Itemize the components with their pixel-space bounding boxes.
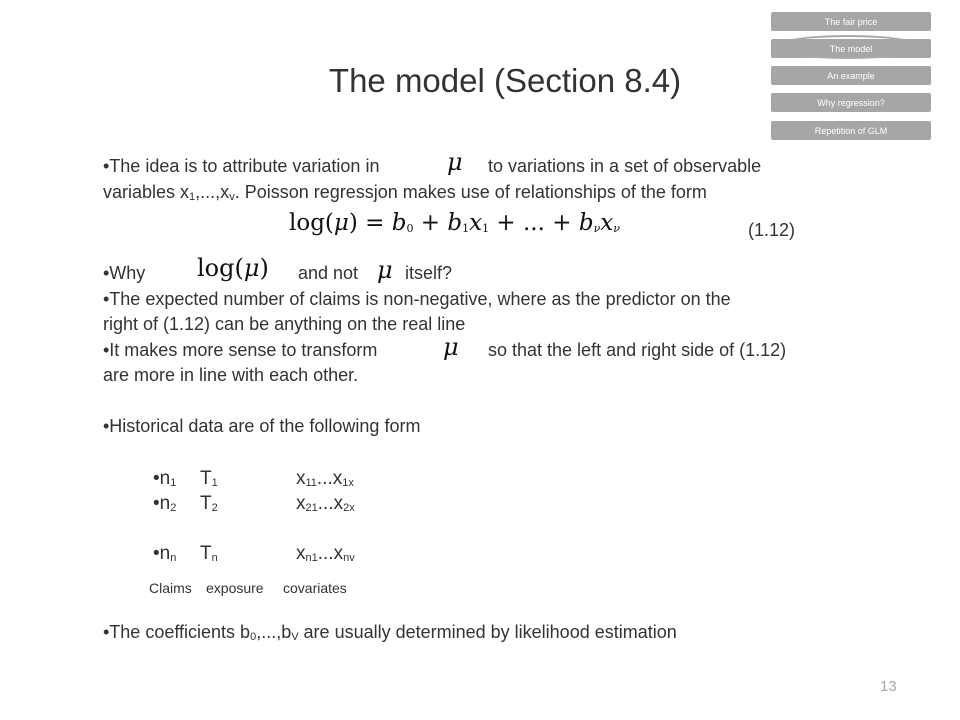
nav-label: The model: [829, 43, 873, 54]
data-row-2-covariates: $x_{21}...x_{2x}$: [296, 493, 355, 514]
nav-label: An example: [827, 70, 875, 81]
why-start: •Why: [103, 263, 146, 283]
data-row-n: $•n_n$: [153, 543, 177, 564]
data-row-n-covariates: $x_{n1}...x_{nv}$: [296, 543, 355, 564]
mu-symbol: μ: [447, 148, 463, 176]
slide-title: The model (Section 8.4): [328, 62, 682, 99]
para1-line1-start: •The idea is to attribute variation in: [103, 156, 380, 176]
para1-line1-end: to variations in a set of observable: [488, 156, 762, 176]
page-number: 13: [880, 678, 897, 695]
data-row-1-exposure: $T_1$: [200, 468, 218, 489]
nav-label: Why regression?: [817, 97, 885, 108]
why-middle: and not: [298, 263, 359, 283]
nav-the-fair-price[interactable]: [771, 12, 931, 31]
para3-line1: •The expected number of claims is non-negative, where as the predictor on the: [103, 289, 731, 309]
para4-line1-end: so that the left and right side of (1.12): [488, 340, 787, 360]
label-claims: Claims: [149, 580, 192, 596]
equation-1-12: $\log(\mu) = b_0 + b_1x_1$ + ... + $b_\nu x_\nu$: [289, 210, 620, 236]
data-row-n-exposure: $T_n$: [200, 543, 218, 564]
mu-symbol: μ: [377, 256, 393, 284]
para4-line2: are more in line with each other.: [103, 365, 359, 385]
para5: •Historical data are of the following form: [103, 416, 421, 436]
nav-repetition-of-glm[interactable]: [771, 121, 931, 140]
para3-line2: right of (1.12) can be anything on the real line: [103, 314, 466, 334]
nav-label: Repetition of GLM: [814, 125, 888, 136]
para6: •The coefficients $b_0,...,b_V$ are usually determined by likelihood estimation: [103, 622, 677, 643]
para4-line1-start: •It makes more sense to transform: [103, 340, 378, 360]
data-row-2-exposure: $T_2$: [200, 493, 218, 514]
equation-number: (1.12): [748, 220, 796, 240]
data-row-1: $•n_1$: [153, 468, 177, 489]
why-end: itself?: [405, 263, 453, 283]
data-row-1-covariates: $x_{11}...x_{1x}$: [296, 468, 354, 489]
nav-label: The fair price: [824, 16, 878, 27]
label-covariates: covariates: [283, 580, 347, 596]
log-mu-expression: log(μ): [197, 254, 269, 282]
nav-the-model[interactable]: [771, 39, 931, 58]
para1-line2: variables $x_1,...,x_v$. Poisson regressjon makes use of relationships of the form: [103, 182, 707, 203]
data-row-2: $•n_2$: [153, 493, 177, 514]
mu-symbol: μ: [443, 333, 459, 361]
label-exposure: exposure: [206, 580, 264, 596]
